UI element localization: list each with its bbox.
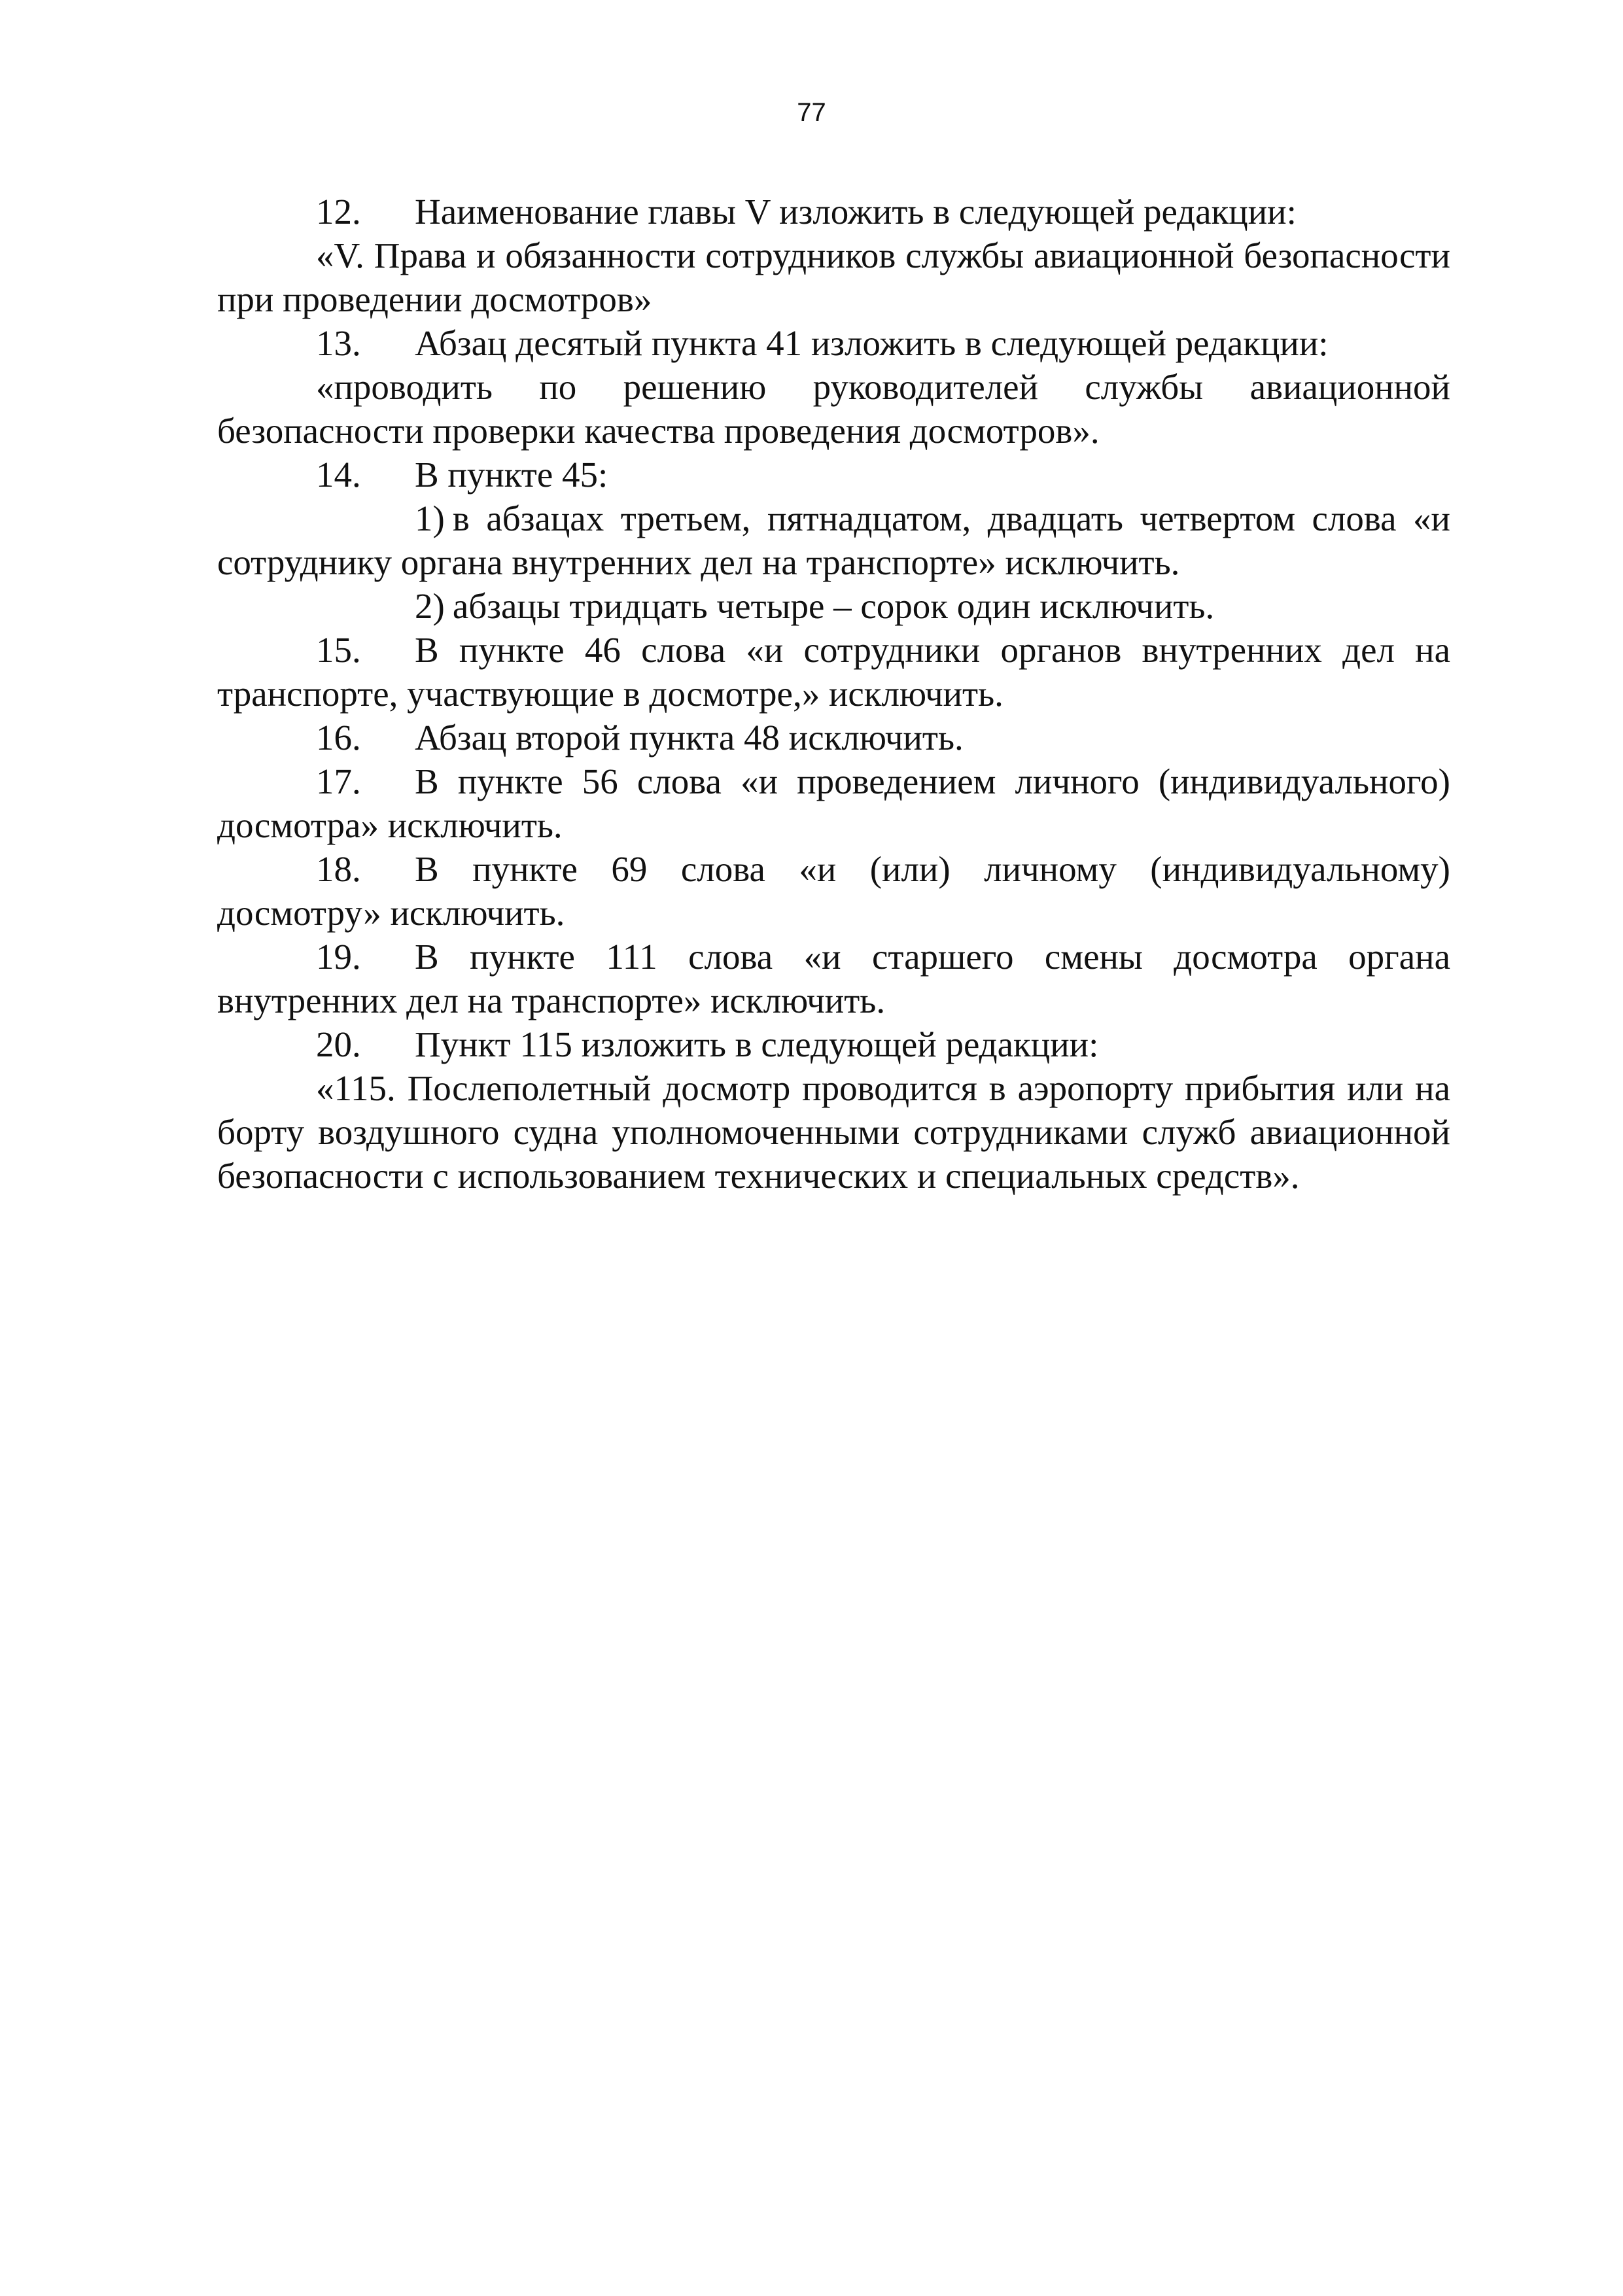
paragraph-text: Абзац десятый пункта 41 изложить в следующей редакции: <box>415 323 1329 363</box>
item-number: 16. <box>316 718 361 757</box>
item-number: 2) <box>415 586 445 626</box>
paragraph-12-quote <box>217 234 1450 321</box>
paragraph-14-2 <box>217 584 1450 628</box>
paragraph-20-quote <box>217 1066 1450 1198</box>
paragraph-text: В пункте 56 слова «и проведением личного (индивидуального) досмотра» исключить. <box>217 761 1450 845</box>
paragraph-text: «V. Права и обязанности сотрудников службы авиационной безопасности при проведении досмотров» <box>217 235 1450 319</box>
item-number: 12. <box>316 192 361 232</box>
item-number: 13. <box>316 323 361 363</box>
item-number: 15. <box>316 630 361 670</box>
paragraph-12 <box>217 190 1450 234</box>
paragraph-18 <box>217 847 1450 935</box>
item-number: 17. <box>316 761 361 801</box>
item-number: 20. <box>316 1024 361 1064</box>
paragraph-13-quote <box>217 365 1450 453</box>
paragraph-14-1 <box>217 496 1450 584</box>
paragraph-text: в абзацах третьем, пятнадцатом, двадцать четвертом слова «и сотруднику органа внутренних дел на транспорте» исключить. <box>217 498 1450 582</box>
item-number: 18. <box>316 849 361 889</box>
item-number: 1) <box>415 498 445 538</box>
page-number: 77 <box>797 98 826 127</box>
paragraph-text: Абзац второй пункта 48 исключить. <box>415 718 964 757</box>
paragraph-text: Пункт 115 изложить в следующей редакции: <box>415 1024 1099 1064</box>
paragraph-20 <box>217 1022 1450 1066</box>
paragraph-14 <box>217 453 1450 496</box>
item-number: 19. <box>316 937 361 977</box>
paragraph-text: В пункте 69 слова «и (или) личному (индивидуальному) досмотру» исключить. <box>217 849 1450 933</box>
paragraph-13 <box>217 321 1450 365</box>
paragraph-15 <box>217 628 1450 716</box>
document-body <box>217 190 1450 1198</box>
paragraph-text: В пункте 45: <box>415 455 608 495</box>
paragraph-text: «115. Послеполетный досмотр проводится в аэропорту прибытия или на борту воздушного судна уполномоченными сотрудниками служб авиационной безопасности с использованием технических и специальных средств». <box>217 1068 1450 1196</box>
paragraph-text: В пункте 111 слова «и старшего смены досмотра органа внутренних дел на транспорте» исключить. <box>217 937 1450 1020</box>
item-number: 14. <box>316 455 361 495</box>
paragraph-16 <box>217 716 1450 759</box>
paragraph-text: В пункте 46 слова «и сотрудники органов внутренних дел на транспорте, участвующие в досмотре,» исключить. <box>217 630 1450 714</box>
paragraph-text: Наименование главы V изложить в следующей редакции: <box>415 192 1297 232</box>
paragraph-17 <box>217 759 1450 847</box>
paragraph-text: абзацы тридцать четыре – сорок один исключить. <box>452 586 1215 626</box>
paragraph-text: «проводить по решению руководителей службы авиационной безопасности проверки качества проведения досмотров». <box>217 367 1450 451</box>
paragraph-19 <box>217 935 1450 1022</box>
